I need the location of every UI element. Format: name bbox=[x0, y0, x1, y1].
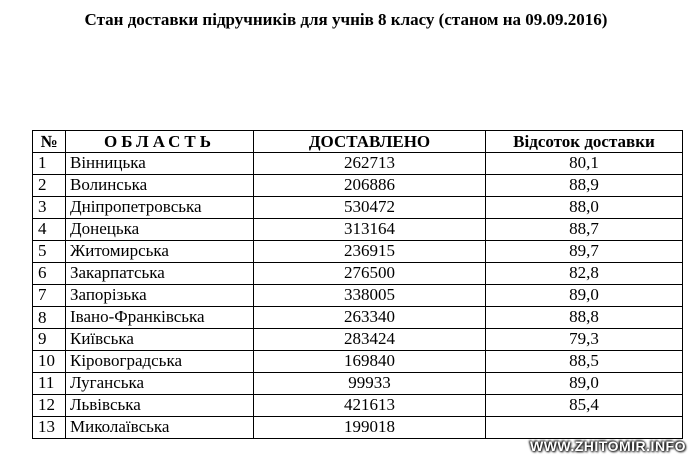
header-percent: Відсоток доставки bbox=[486, 131, 683, 153]
row-percent: 82,8 bbox=[486, 263, 683, 285]
site-watermark: WWW.ZHITOMIR.INFO bbox=[530, 438, 686, 454]
row-region: Кіровоградська bbox=[66, 351, 254, 373]
row-percent: 89,0 bbox=[486, 373, 683, 395]
row-delivered: 263340 bbox=[254, 307, 486, 329]
table-row bbox=[33, 285, 683, 307]
table-row bbox=[33, 373, 683, 395]
row-percent: 88,5 bbox=[486, 351, 683, 373]
row-num: 2 bbox=[33, 175, 66, 197]
row-percent: 89,7 bbox=[486, 241, 683, 263]
row-num: 9 bbox=[33, 329, 66, 351]
table-row bbox=[33, 153, 683, 175]
row-num: 3 bbox=[33, 197, 66, 219]
table-row bbox=[33, 263, 683, 285]
row-percent: 88,0 bbox=[486, 197, 683, 219]
header-delivered: ДОСТАВЛЕНО bbox=[254, 131, 486, 153]
header-num: № bbox=[33, 131, 66, 153]
table-row bbox=[33, 351, 683, 373]
row-region: Львівська bbox=[66, 395, 254, 417]
row-delivered: 236915 bbox=[254, 241, 486, 263]
row-percent: 88,9 bbox=[486, 175, 683, 197]
row-region: Дніпропетровська bbox=[66, 197, 254, 219]
row-delivered: 530472 bbox=[254, 197, 486, 219]
row-delivered: 262713 bbox=[254, 153, 486, 175]
table-row bbox=[33, 307, 683, 329]
row-percent: 85,4 bbox=[486, 395, 683, 417]
row-delivered: 169840 bbox=[254, 351, 486, 373]
row-delivered: 276500 bbox=[254, 263, 486, 285]
table-row bbox=[33, 241, 683, 263]
row-num: 10 bbox=[33, 351, 66, 373]
row-percent bbox=[486, 417, 683, 439]
row-region: Закарпатська bbox=[66, 263, 254, 285]
table-row bbox=[33, 395, 683, 417]
row-percent: 79,3 bbox=[486, 329, 683, 351]
row-num: 5 bbox=[33, 241, 66, 263]
row-region: Луганська bbox=[66, 373, 254, 395]
row-delivered: 99933 bbox=[254, 373, 486, 395]
document-title: Стан доставки підручників для учнів 8 класу (станом на 09.09.2016) bbox=[84, 10, 608, 29]
table-row bbox=[33, 417, 683, 439]
header-region: ОБЛАСТЬ bbox=[66, 131, 254, 153]
table-row bbox=[33, 219, 683, 241]
row-region: Київська bbox=[66, 329, 254, 351]
row-region: Житомирська bbox=[66, 241, 254, 263]
row-num: 11 bbox=[33, 373, 66, 395]
row-region: Волинська bbox=[66, 175, 254, 197]
row-num: 4 bbox=[33, 219, 66, 241]
row-region: Миколаївська bbox=[66, 417, 254, 439]
row-region: Івано-Франківська bbox=[66, 307, 254, 329]
row-delivered: 199018 bbox=[254, 417, 486, 439]
row-percent: 80,1 bbox=[486, 153, 683, 175]
row-num: 1 bbox=[33, 153, 66, 175]
row-delivered: 338005 bbox=[254, 285, 486, 307]
table-row bbox=[33, 329, 683, 351]
row-delivered: 421613 bbox=[254, 395, 486, 417]
table-header-row bbox=[33, 131, 683, 153]
row-num: 12 bbox=[33, 395, 66, 417]
row-delivered: 206886 bbox=[254, 175, 486, 197]
row-percent: 88,8 bbox=[486, 307, 683, 329]
row-delivered: 313164 bbox=[254, 219, 486, 241]
row-num: 6 bbox=[33, 263, 66, 285]
row-region: Вінницька bbox=[66, 153, 254, 175]
row-region: Запорізька bbox=[66, 285, 254, 307]
row-num: 8 bbox=[33, 307, 66, 329]
row-region: Донецька bbox=[66, 219, 254, 241]
row-num: 13 bbox=[33, 417, 66, 439]
table-row bbox=[33, 197, 683, 219]
row-delivered: 283424 bbox=[254, 329, 486, 351]
row-percent: 88,7 bbox=[486, 219, 683, 241]
delivery-table bbox=[32, 130, 683, 439]
table-row bbox=[33, 175, 683, 197]
row-percent: 89,0 bbox=[486, 285, 683, 307]
row-num: 7 bbox=[33, 285, 66, 307]
